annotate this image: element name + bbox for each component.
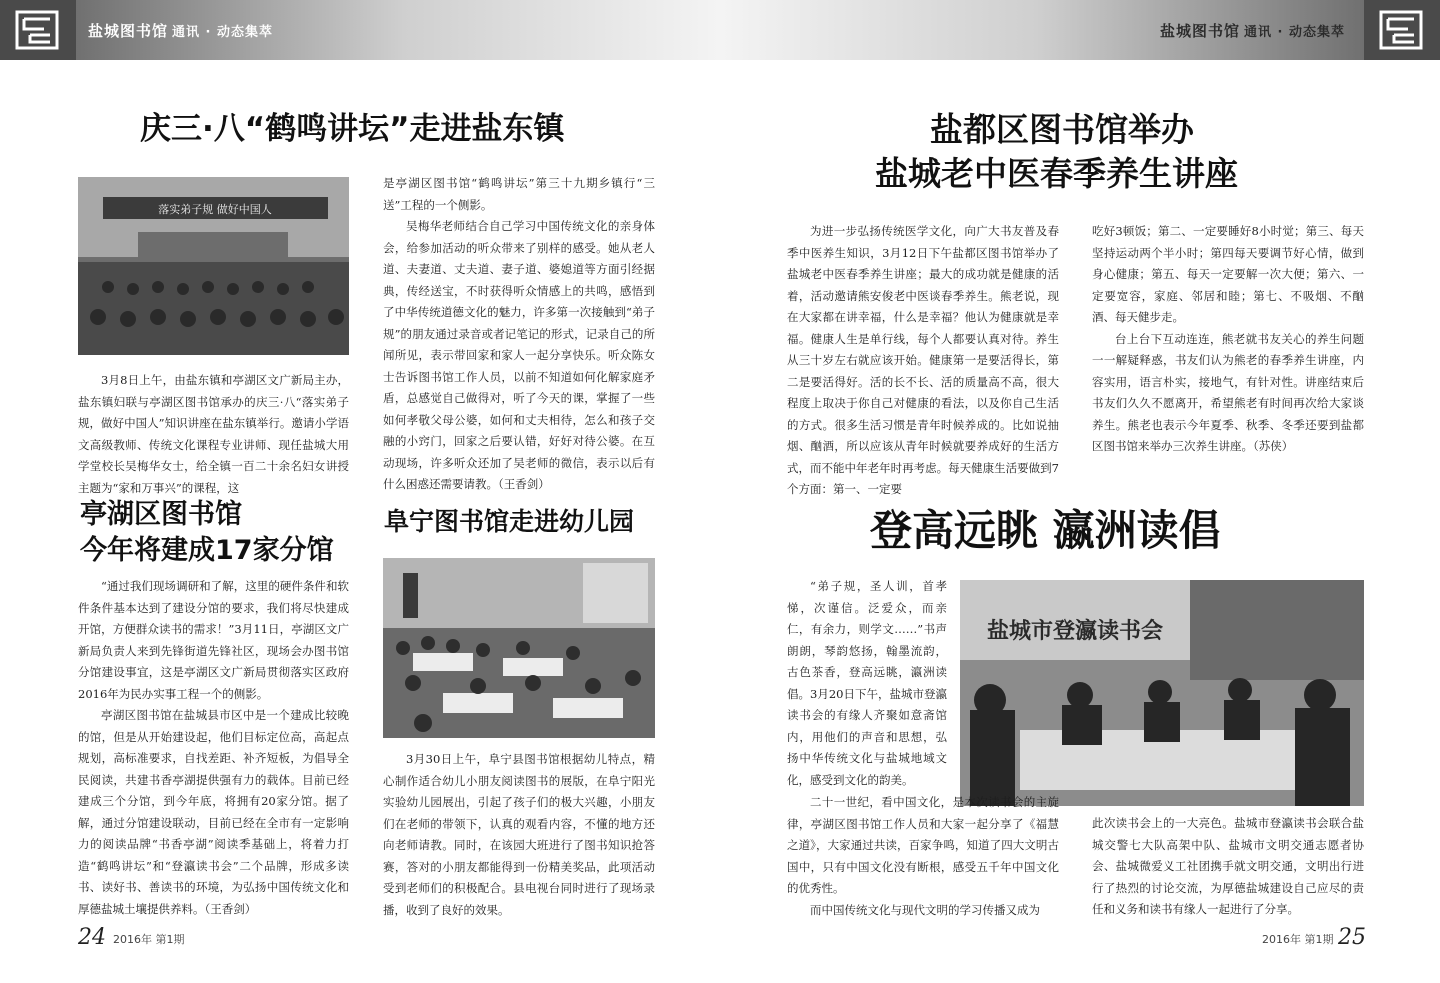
article4-column1 xyxy=(787,221,1059,501)
article1-paragraph: 3月8日上午，由盐东镇和亭湖区文广新局主办，盐东镇妇联与亭湖区图书馆承办的庆三·八“落实弟子规，做好中国人”知识讲座在盐东镇举行。邀请小学语文高级教师、传统文化课程专业讲师、现任盐城大用学堂校长吴梅华女士，给全镇一百二十余名妇女讲授主题为“家和万事兴”的课程，这 xyxy=(78,373,349,495)
article5-column1-bottom xyxy=(787,792,1059,921)
reading-club-photo xyxy=(960,580,1364,806)
left-page-number: 24 xyxy=(78,925,106,950)
article5-column2 xyxy=(1092,813,1364,921)
lecture-hall-illustration xyxy=(78,177,349,355)
reading-club-illustration xyxy=(960,580,1364,806)
article1-column1 xyxy=(78,370,349,499)
article4-paragraph: 吃好3顿饭；第二、一定要睡好8小时觉；第三、每天坚持运动两个半小时；第四每天要调节好心情，做到身心健康；第五、每天一定要解一次大便；第六、一定要宽容，家庭、邻居和睦；第七、不吸烟、不酗酒、每天健步走。 xyxy=(1092,224,1364,324)
article5-paragraph: “弟子规，圣人训，首孝悌，次谨信。泛爱众，而亲仁，有余力，则学文……”书声朗朗，琴韵悠扬，翰墨流韵，古色茶香，登高远眺，瀛洲读倡。3月20日下午，盐城市登瀛读书会的有缘人齐聚如意斋馆内，用他们的声音和思想，弘扬中华传统文化与盐城地域文化，感受到文化的韵美。 xyxy=(787,579,947,787)
article1-paragraph: 是亭湖区图书馆“鹤鸣讲坛”第三十九期乡镇行“三送”工程的一个侧影。 xyxy=(383,176,655,212)
article2-title-line2: 今年将建成17家分馆 xyxy=(80,535,334,566)
right-page-number: 25 xyxy=(1338,925,1366,950)
article3-title: 阜宁图书馆走进幼儿园 xyxy=(384,507,635,536)
article4-paragraph: 台上台下互动连连，熊老就书友关心的养生问题一一解疑释惑，书友们认为熊老的春季养生讲座，内容实用，语言朴实，接地气，有针对性。讲座结束后书友们久久不愿离开，希望熊老有时间再次给大家谈养生。熊老也表示今年夏季、秋季、冬季还要到盐都区图书馆来举办三次养生讲座。（苏侠） xyxy=(1092,331,1364,453)
article3-column xyxy=(383,749,655,921)
kindergarten-illustration xyxy=(383,558,655,738)
article5-paragraph: 二十一世纪，看中国文化，是本次读书会的主旋律，亭湖区图书馆工作人员和大家一起分享了《福慧之道》，大家通过共读，百家争鸣，知道了四大文明古国中，只有中国文化没有断根，感受五千年中国文化的优秀性。 xyxy=(787,795,1059,895)
lecture-hall-photo xyxy=(78,177,349,355)
article4-title-line2: 盐城老中医春季养生讲座 xyxy=(875,154,1238,193)
article4-paragraph: 为进一步弘扬传统医学文化，向广大书友普及春季中医养生知识，3月12日下午盐都区图书馆举办了盐城老中医春季养生讲座；最大的成功就是健康的活着，活动邀请熊安俊老中医谈春季养生。熊老说，现在大家都在讲幸福，什么是幸福？他认为健康就是幸福。健康人生是单行线，每个人都要认真对待。养生从三十岁左右就应该开始。健康第一是要活得长，第二是要活得好。活的长不长、活的质量高不高，很大程度上取决于你自己对健康的看法，以及你自己生活的方式。很多生活习惯是青年时候养成的。比如说抽烟、酗酒，所以应该从青年时候就要养成好的生活方式，而不能中年老年时再考虑。每天健康生活要做到7个方面：第一、一定要 xyxy=(787,224,1059,496)
article4-title-line1: 盐都区图书馆举办 xyxy=(930,110,1194,149)
left-header-title: 盐城图书馆 通讯 · 动态集萃 xyxy=(88,22,274,40)
left-issue-label: 2016年 第1期 xyxy=(113,933,185,946)
article2-column xyxy=(78,576,349,920)
article5-paragraph: 而中国传统文化与现代文明的学习传播又成为 xyxy=(810,902,1040,917)
article3-paragraph: 3月30日上午，阜宁县图书馆根据幼儿特点，精心制作适合幼儿小朋友阅读图书的展版，在阜宁阳光实验幼儿园展出，引起了孩子们的极大兴趣，小朋友们在老师的带领下，认真的观看内容，不懂的地方还向老师请教。同时，在该园大班进行了图书知识抢答赛，答对的小朋友都能得到一份精美奖品，此项活动受到老师们的积极配合。县电视台同时进行了现场录播，收到了良好的效果。 xyxy=(383,752,655,917)
article5-column1 xyxy=(787,576,947,791)
article5-paragraph: 此次读书会上的一大亮色。盐城市登瀛读书会联合盐城交警七大队高架中队、盐城市文明交通志愿者协会、盐城微爱义工社团携手就文明交通，文明出行进行了热烈的讨论交流，为厚德盐城建设自己应尽的责任和义务和读书有缘人一起进行了分享。 xyxy=(1092,816,1364,916)
photo-banner-text: 落实弟子规 做好中国人 xyxy=(158,203,272,216)
library-seal-icon xyxy=(14,9,60,51)
page-header xyxy=(0,0,1440,60)
article2-paragraph: 亭湖区图书馆在盐城县市区中是一个建成比较晚的馆，但是从开始建设起，他们目标定位高，高起点规划，高标准要求，自找差距、补齐短板，为倡导全民阅读，共建书香亭湖提供强有力的载体。目前已经建成三个分馆，到今年底，将拥有20家分馆。据了解，通过分馆建设联动，目前已经在全市有一定影响力的阅读品牌“书香亭湖”阅读季基础上，将着力打造“鹤鸣讲坛”和“登瀛读书会”二个品牌，形成多读书、读好书、善读书的环境，为弘扬中国传统文化和厚德盐城土壤提供养料。（王香剑） xyxy=(78,708,349,916)
right-issue-label: 2016年 第1期 xyxy=(1262,933,1334,946)
article2-paragraph: “通过我们现场调研和了解，这里的硬件条件和软件条件基本达到了建设分馆的要求，我们将尽快建成开馆，方便群众读书的需求！”3月11日，亭湖区文广新局负责人来到先锋街道先锋社区，现场会办图书馆分馆建设事宜，这是亭湖区文广新局贯彻落实区政府2016年为民办实事工程一个的侧影。 xyxy=(78,579,349,701)
right-header-title: 盐城图书馆 通讯 · 动态集萃 xyxy=(1160,22,1346,40)
article4-column2 xyxy=(1092,221,1364,458)
article1-paragraph: 吴梅华老师结合自己学习中国传统文化的亲身体会，给参加活动的听众带来了别样的感受。她从老人道、夫妻道、丈夫道、妻子道、婆媳道等方面引经据典，传经送宝，不时获得听众情感上的共鸣，感悟到了中华传统道德文化的魅力，许多第一次接触到“弟子规”的朋友通过录音或者记笔记的形式，记录自己的所闻所见，表示带回家和家人一起分享快乐。听众陈女士告诉图书馆工作人员，以前不知道如何化解家庭矛盾，总感觉自己做得对，听了今天的课，掌握了一些如何孝敬父母公婆，如何和丈夫相待，怎么和孩子交融的小窍门，回家之后要认错，好好对待公婆。在互动现场，许多听众还加了吴老师的微信，表示以后有什么困惑还需要请教。（王香剑） xyxy=(383,219,655,491)
article5-title: 登高远眺 瀛洲读倡 xyxy=(870,506,1221,555)
right-logo xyxy=(1364,0,1440,60)
article2-title-line1: 亭湖区图书馆 xyxy=(80,499,242,530)
article1-title: 庆三·八“鹤鸣讲坛”走进盐东镇 xyxy=(140,111,565,147)
article1-column2 xyxy=(383,173,655,496)
photo-banner-text: 盐城市登瀛读书会 xyxy=(986,619,1164,644)
left-logo xyxy=(0,0,76,60)
kindergarten-photo xyxy=(383,558,655,738)
library-seal-icon xyxy=(1378,9,1424,51)
